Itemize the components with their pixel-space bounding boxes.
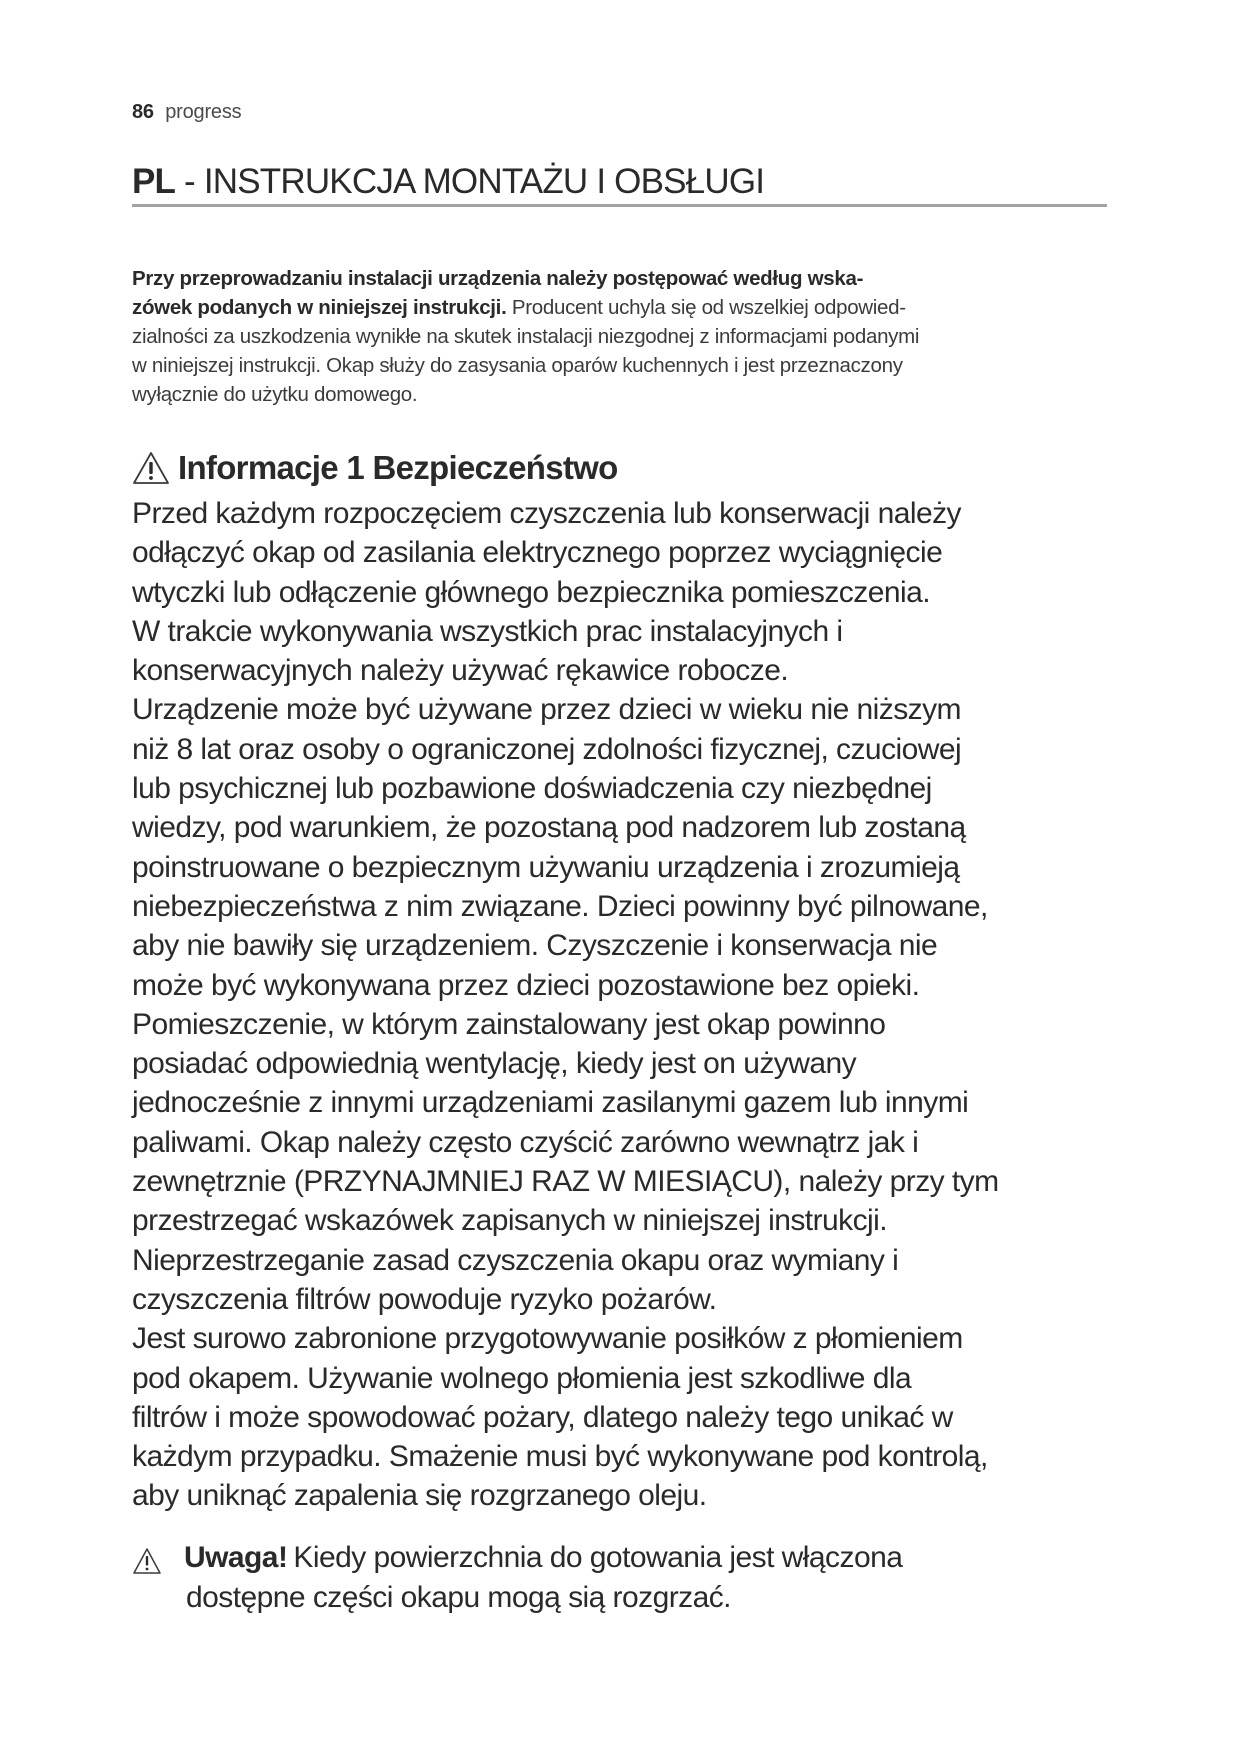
intro-bold-text: Przy przeprowadzaniu instalacji urządzenia należy postępować według wska-: [132, 267, 864, 290]
body-line: wtyczki lub odłączenie głównego bezpiecznika pomieszczenia.: [132, 575, 930, 609]
warning-triangle-icon: [132, 451, 170, 485]
section-heading-text: Informacje 1 Bezpieczeństwo: [178, 449, 618, 486]
body-line: zewnętrznie (PRZYNAJMNIEJ RAZ W MIESIĄCU), należy przy tym: [132, 1165, 999, 1199]
title-text: - INSTRUKCJA MONTAŻU I OBSŁUGI: [175, 162, 765, 201]
body-line: Nieprzestrzeganie zasad czyszczenia okapu oraz wymiany i: [132, 1243, 899, 1277]
intro-line: [132, 351, 1092, 380]
caution-text-continued: dostępne części okapu mogą sią rozgrzać.: [186, 1581, 731, 1614]
caution-first-line: [132, 1538, 1132, 1578]
body-line: aby uniknąć zapalenia się rozgrzanego oleju.: [132, 1479, 707, 1513]
body-line: lub psychicznej lub pozbawione doświadczenia czy niezbędnej: [132, 772, 932, 806]
intro-line: [132, 293, 1092, 322]
brand-name: progress: [165, 101, 242, 123]
body-line: przestrzegać wskazówek zapisanych w niniejszej instrukcji.: [132, 1204, 888, 1238]
body-line: odłączyć okap od zasilania elektrycznego poprzez wyciągnięcie: [132, 536, 943, 570]
safety-body-text: [132, 494, 1132, 1516]
document-title: [132, 162, 1107, 207]
intro-paragraph: [132, 264, 1092, 409]
caution-text: Kiedy powierzchnia do gotowania jest włączona: [293, 1541, 903, 1574]
intro-text: w niniejszej instrukcji. Okap służy do zasysania oparów kuchennych i jest przeznaczony: [132, 354, 903, 377]
body-line: jednocześnie z innymi urządzeniami zasilanymi gazem lub innymi: [132, 1086, 969, 1120]
body-line: paliwami. Okap należy często czyścić zarówno wewnątrz jak i: [132, 1125, 919, 1159]
body-line: W trakcie wykonywania wszystkich prac instalacyjnych i: [132, 614, 843, 648]
intro-text: Producent uchyla się od wszelkiej odpowied-: [506, 296, 906, 319]
intro-bold-text: zówek podanych w niniejszej instrukcji.: [132, 296, 507, 319]
intro-line: [132, 380, 1092, 409]
body-line: konserwacyjnych należy używać rękawice robocze.: [132, 654, 789, 688]
body-line: Urządzenie może być używane przez dzieci w wieku nie niższym: [132, 693, 962, 727]
body-line: pod okapem. Używanie wolnego płomienia jest szkodliwe dla: [132, 1361, 912, 1395]
intro-text: wyłącznie do użytku domowego.: [132, 383, 418, 406]
language-code: PL: [132, 162, 176, 201]
body-line: może być wykonywana przez dzieci pozostawione bez opieki.: [132, 968, 920, 1002]
caution-label: Uwaga!: [184, 1541, 288, 1574]
intro-line: [132, 264, 1092, 293]
intro-text: zialności za uszkodzenia wynikłe na skutek instalacji niezgodnej z informacjami podanymi: [132, 325, 920, 348]
body-line: wiedzy, pod warunkiem, że pozostaną pod nadzorem lub zostaną: [132, 811, 966, 845]
page-number: 86: [132, 101, 154, 123]
body-line: niebezpieczeństwa z nim związane. Dzieci powinny być pilnowane,: [132, 889, 988, 923]
body-line: każdym przypadku. Smażenie musi być wykonywane pod kontrolą,: [132, 1440, 988, 1474]
body-line: Pomieszczenie, w którym zainstalowany jest okap powinno: [132, 1007, 886, 1041]
warning-triangle-icon: [132, 1546, 162, 1574]
body-line: czyszczenia filtrów powoduje ryzyko pożarów.: [132, 1282, 717, 1316]
caution-note: [132, 1538, 1132, 1618]
intro-line: [132, 322, 1092, 351]
section-heading: [132, 449, 618, 487]
body-line: filtrów i może spowodować pożary, dlatego należy tego unikać w: [132, 1400, 953, 1434]
body-line: Jest surowo zabronione przygotowywanie posiłków z płomieniem: [132, 1322, 963, 1356]
body-line: Przed każdym rozpoczęciem czyszczenia lub konserwacji należy: [132, 497, 962, 530]
body-line: aby nie bawiły się urządzeniem. Czyszczenie i konserwacja nie: [132, 929, 938, 963]
page-header: [132, 101, 241, 124]
body-line: posiadać odpowiednią wentylację, kiedy jest on używany: [132, 1047, 857, 1081]
body-line: poinstruowane o bezpiecznym używaniu urządzenia i zrozumieją: [132, 850, 960, 884]
body-line: niż 8 lat oraz osoby o ograniczonej zdolności fizycznej, czuciowej: [132, 732, 962, 766]
